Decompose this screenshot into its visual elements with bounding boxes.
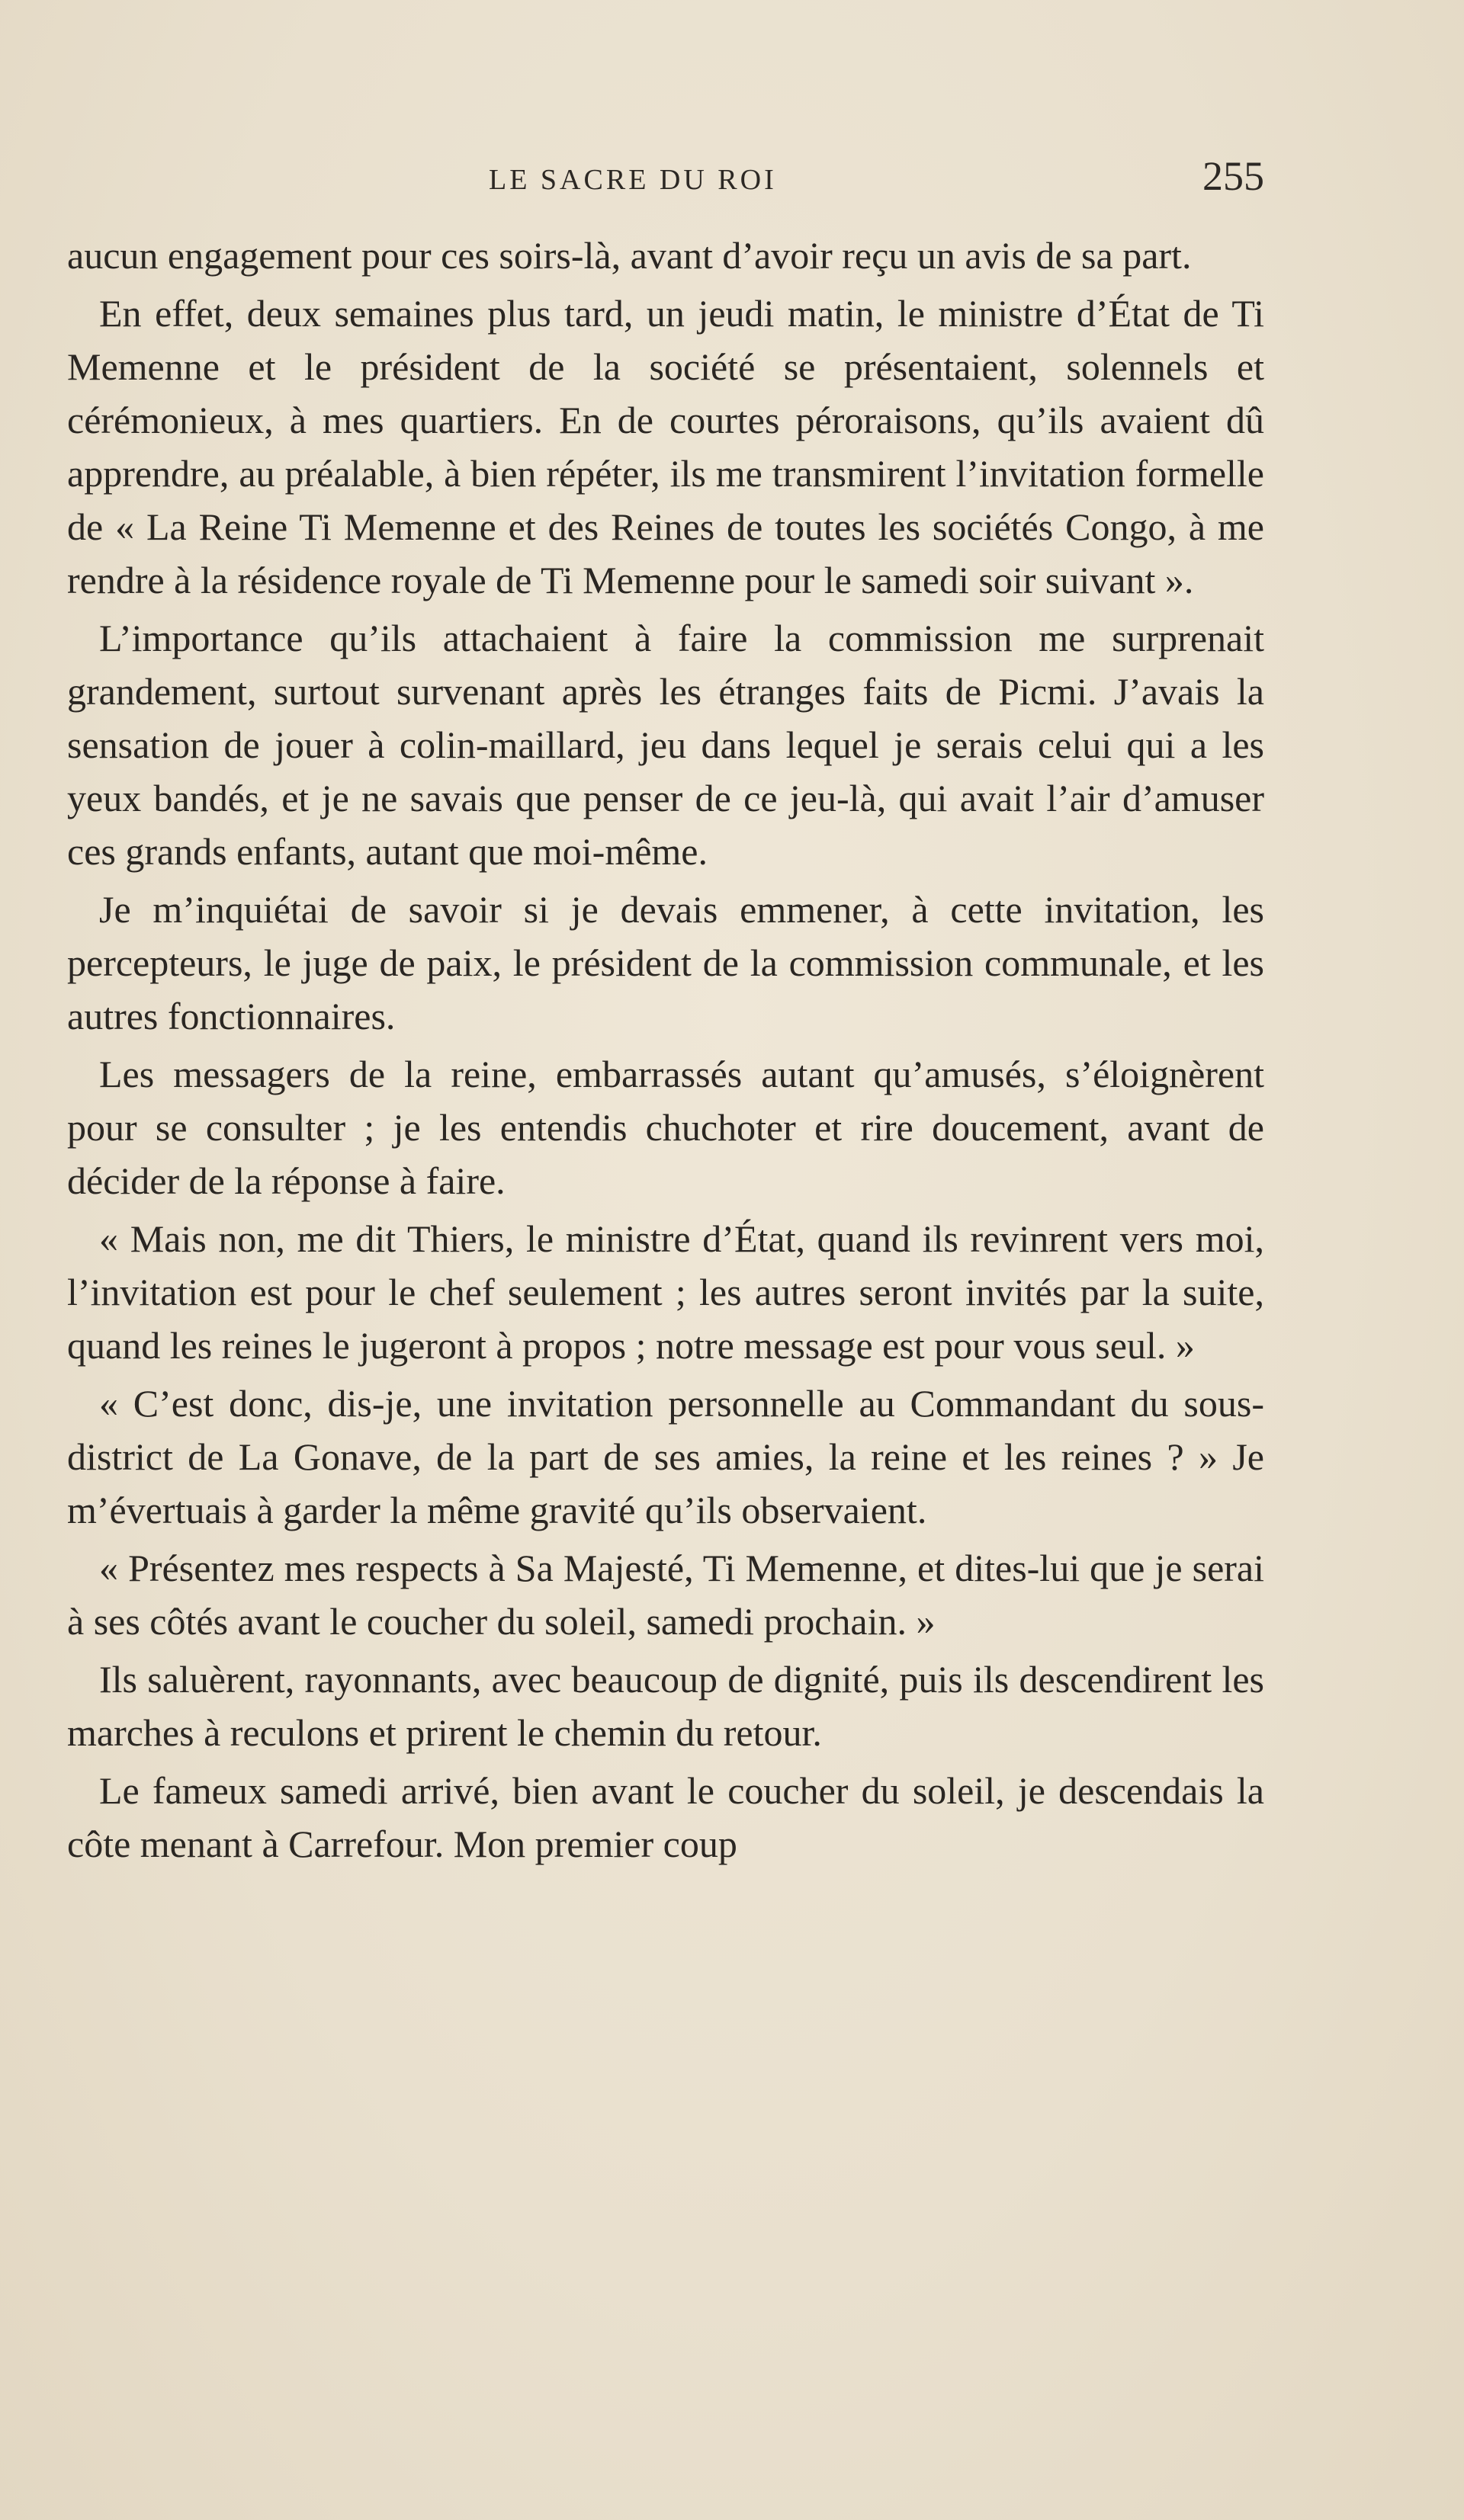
paragraph: Je m’inquiétai de savoir si je devais emmener, à cette invitation, les percepteurs, le juge de paix, le président de la commission communale, et les autres fonctionnaires.: [67, 888, 1264, 1037]
paragraph: L’importance qu’ils attachaient à faire la commission me surprenait grandement, surtout survenant après les étranges faits de Picmi. J’avais la sensation de jouer à colin-maillard, jeu dans lequel je serais celui qui a les yeux bandés, et je ne savais que penser de ce jeu-là, qui avait l’air d’amuser ces grands enfants, autant que moi-même.: [67, 617, 1264, 873]
paragraph: Les messagers de la reine, embarrassés autant qu’amusés, s’éloignèrent pour se consulter ; je les entendis chuchoter et rire doucement, avant de décider de la réponse à faire.: [67, 1053, 1264, 1202]
page-number: 255: [1202, 153, 1264, 199]
body-text: [67, 229, 1264, 1875]
paragraph: En effet, deux semaines plus tard, un jeudi matin, le ministre d’État de Ti Memenne et le président de la société se présentaient, solennels et cérémonieux, à mes quartiers. En de courtes péroraisons, qu’ils avaient dû apprendre, au préalable, à bien répéter, ils me transmirent l’invitation formelle de « La Reine Ti Memenne et des Reines de toutes les sociétés Congo, à me rendre à la résidence royale de Ti Memenne pour le samedi soir suivant ».: [67, 292, 1264, 601]
paragraph: Le fameux samedi arrivé, bien avant le coucher du soleil, je descendais la côte menant à Carrefour. Mon premier coup: [67, 1769, 1264, 1865]
running-title: LE SACRE DU ROI: [489, 164, 777, 196]
paragraph: « Présentez mes respects à Sa Majesté, Ti Memenne, et dites-lui que je serai à ses côtés avant le coucher du soleil, samedi prochain. »: [67, 1547, 1264, 1643]
paragraph: « C’est donc, dis-je, une invitation personnelle au Commandant du sous-district de La Gonave, de la part de ses amies, la reine et les reines ? » Je m’évertuais à garder la même gravité qu’ils observaient.: [67, 1382, 1264, 1531]
paragraph: « Mais non, me dit Thiers, le ministre d’État, quand ils revinrent vers moi, l’invitation est pour le chef seulement ; les autres seront invités par la suite, quand les reines le jugeront à propos ; notre message est pour vous seul. »: [67, 1217, 1264, 1367]
paragraph: Ils saluèrent, rayonnants, avec beaucoup de dignité, puis ils descendirent les marches à reculons et prirent le chemin du retour.: [67, 1658, 1264, 1754]
page-header: [67, 152, 1264, 206]
paragraph-continuation: aucun engagement pour ces soirs-là, avant d’avoir reçu un avis de sa part.: [67, 234, 1192, 277]
